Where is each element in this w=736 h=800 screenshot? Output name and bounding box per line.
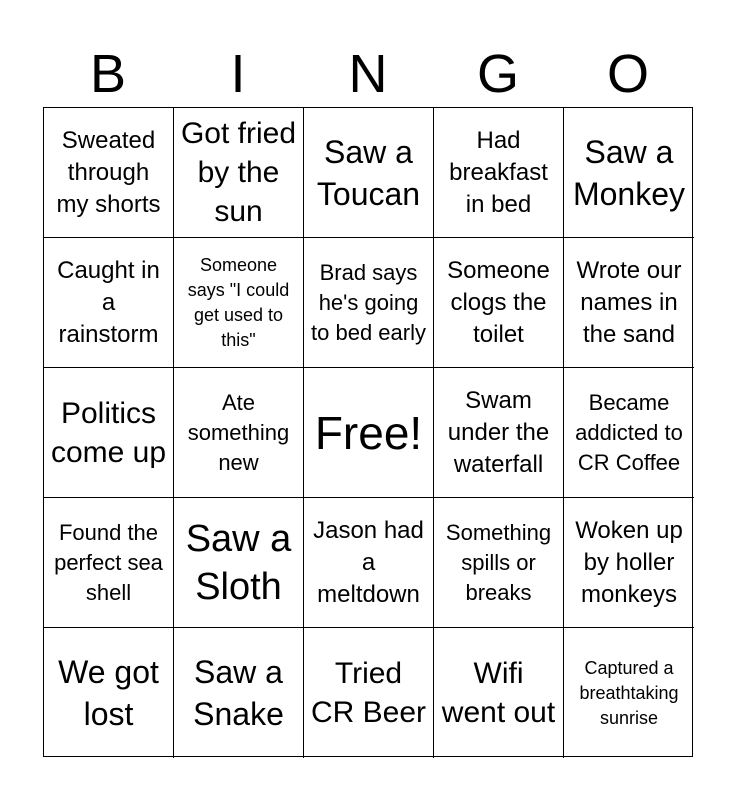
bingo-cell[interactable]	[304, 108, 434, 238]
bingo-cell[interactable]	[564, 628, 694, 758]
cell-text: Someone says "I could get used to this"	[187, 254, 290, 350]
cell-text: We got lost	[58, 654, 159, 732]
bingo-cell[interactable]	[304, 238, 434, 368]
cell-text: Captured a breathtaking sunrise	[579, 657, 679, 728]
bingo-cell[interactable]	[44, 108, 174, 238]
cell-text: Saw a Sloth	[185, 517, 292, 608]
cell-text: Ate something new	[187, 389, 290, 475]
bingo-cell[interactable]	[44, 368, 174, 498]
cell-text: Someone clogs the toilet	[447, 256, 550, 348]
cell-text: Tried CR Beer	[310, 657, 427, 729]
cell-text: Swam under the waterfall	[447, 386, 550, 478]
cell-text: Sweated through my shorts	[56, 126, 161, 218]
cell-text: Woken up by holler monkeys	[575, 516, 683, 608]
header-letter-g: G	[476, 44, 519, 104]
header-letter-o: O	[606, 44, 649, 104]
cell-text: Jason had a meltdown	[313, 516, 424, 608]
bingo-cell[interactable]	[434, 628, 564, 758]
cell-text: Saw a Monkey	[572, 133, 686, 212]
free-cell[interactable]	[304, 368, 434, 498]
cell-text: Had breakfast in bed	[449, 126, 548, 218]
bingo-cell[interactable]	[434, 108, 564, 238]
bingo-cell[interactable]	[434, 238, 564, 368]
bingo-cell[interactable]	[564, 368, 694, 498]
bingo-cell[interactable]	[44, 238, 174, 368]
bingo-cell[interactable]	[174, 628, 304, 758]
cell-text: Saw a Snake	[193, 654, 284, 732]
bingo-cell[interactable]	[304, 498, 434, 628]
cell-text: Got fried by the sun	[180, 117, 297, 228]
bingo-cell[interactable]	[174, 498, 304, 628]
bingo-cell[interactable]	[434, 498, 564, 628]
cell-text: Wrote our names in the sand	[576, 256, 682, 348]
cell-text: Found the perfect sea shell	[54, 519, 163, 605]
bingo-cell[interactable]	[44, 628, 174, 758]
cell-text: Free!	[314, 406, 423, 459]
header-letter-b: B	[89, 44, 127, 104]
cell-text: Wifi went out	[441, 657, 556, 729]
bingo-cell[interactable]	[174, 238, 304, 368]
cell-text: Politics come up	[50, 396, 167, 469]
header-letter-n: N	[348, 44, 388, 104]
bingo-cell[interactable]	[434, 368, 564, 498]
bingo-cell[interactable]	[564, 498, 694, 628]
bingo-cell[interactable]	[174, 368, 304, 498]
cell-text: Brad says he's going to bed early	[311, 259, 426, 345]
bingo-header	[43, 40, 693, 108]
bingo-cell[interactable]	[564, 238, 694, 368]
cell-text: Something spills or breaks	[445, 519, 552, 605]
header-letter-i: I	[230, 44, 246, 104]
bingo-cell[interactable]	[174, 108, 304, 238]
bingo-cell[interactable]	[564, 108, 694, 238]
bingo-cell[interactable]	[304, 628, 434, 758]
cell-text: Saw a Toucan	[316, 133, 421, 212]
cell-text: Became addicted to CR Coffee	[575, 389, 683, 475]
cell-text: Caught in a rainstorm	[57, 256, 160, 348]
bingo-cell[interactable]	[44, 498, 174, 628]
bingo-grid	[43, 107, 693, 757]
